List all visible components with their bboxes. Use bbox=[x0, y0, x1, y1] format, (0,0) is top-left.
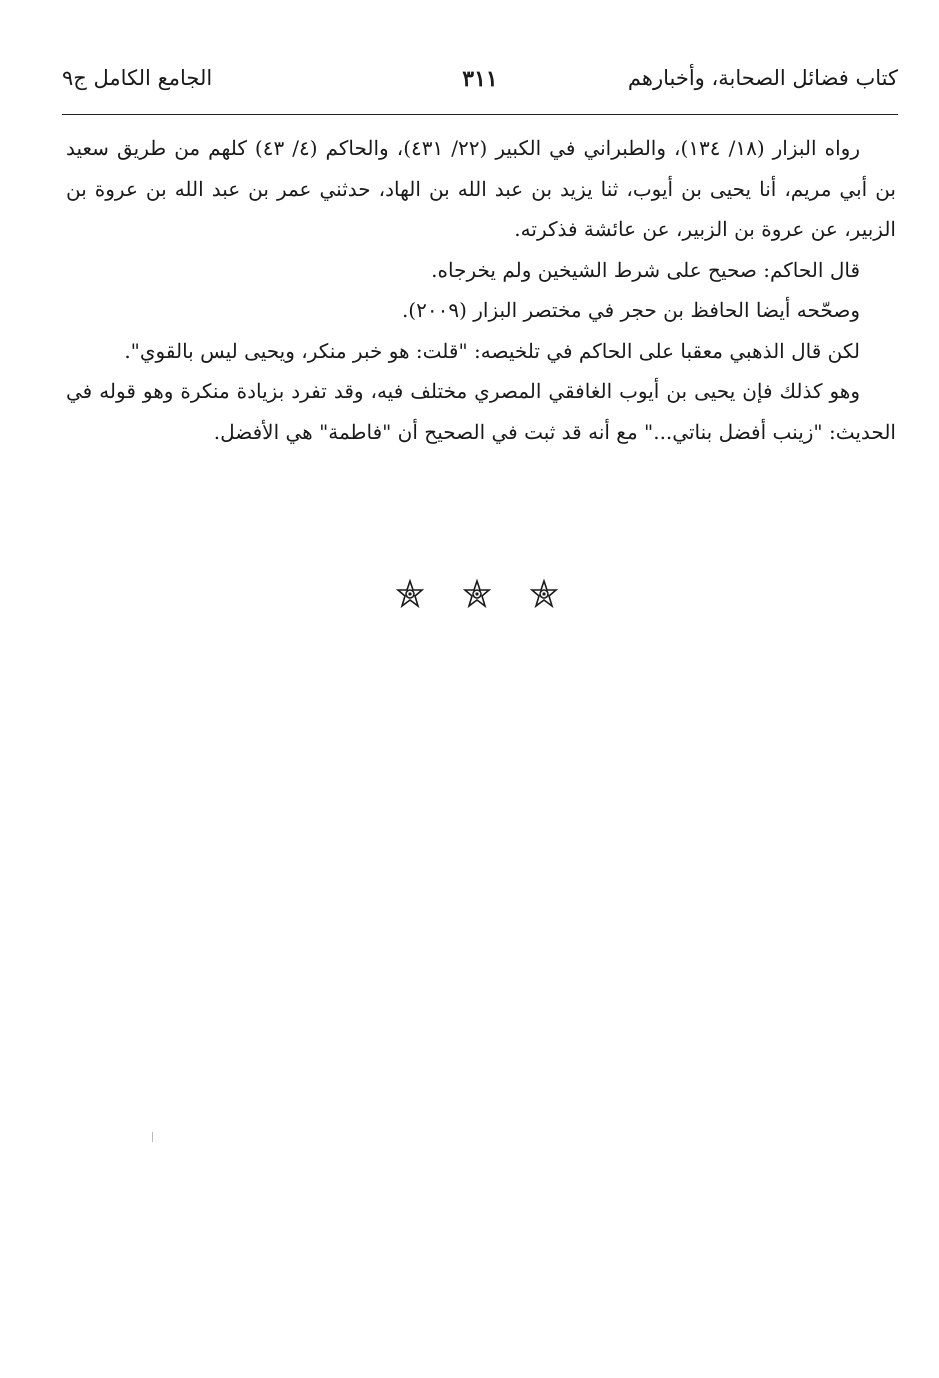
paragraph-ibn-hajar: وصحّحه أيضا الحافظ بن حجر في مختصر البزار (٢٠٠٩). bbox=[401, 298, 860, 322]
paragraph-conclusion: وهو كذلك فإن يحيى بن أيوب الغافقي المصري مختلف فيه، وقد تفرد بزيادة منكرة وهو قوله في الحديث: "زينب أفضل بناتي..." مع أنه قد ثبت في الصحيح أن "فاطمة" هي الأفضل. bbox=[66, 379, 896, 444]
scan-speck bbox=[152, 1132, 153, 1142]
header-rule bbox=[62, 114, 898, 115]
paragraph-hakim-ruling: قال الحاكم: صحيح على شرط الشيخين ولم يخرجاه. bbox=[431, 257, 860, 282]
paragraph-dhahabi: لكن قال الذهبي معقبا على الحاكم في تلخيصه: "قلت: هو خبر منكر، ويحيى ليس بالقوي". bbox=[124, 338, 860, 363]
star-ornament-icon bbox=[462, 579, 492, 609]
volume-title: الجامع الكامل ج٩ bbox=[62, 66, 213, 90]
star-ornament-icon bbox=[395, 579, 425, 609]
book-title: كتاب فضائل الصحابة، وأخبارهم bbox=[627, 66, 898, 90]
paragraph-takhrij: رواه البزار (١٨/ ١٣٤)، والطبراني في الكبير (٢٢/ ٤٣١)، والحاكم (٤/ ٤٣) كلهم من طريق سعيد بن أبي مريم، أنا يحيى بن أيوب، ثنا يزيد بن عبد الله بن الهاد، حدثني عمر بن عبد الله بن عروة بن الزبير، عن عروة بن الزبير، عن عائشة فذكرته. bbox=[66, 136, 896, 241]
body-text bbox=[66, 128, 896, 452]
section-end-ornaments bbox=[395, 576, 559, 612]
running-header bbox=[62, 66, 898, 106]
star-ornament-icon bbox=[529, 579, 559, 609]
page-number: ٣١١ bbox=[462, 66, 498, 92]
